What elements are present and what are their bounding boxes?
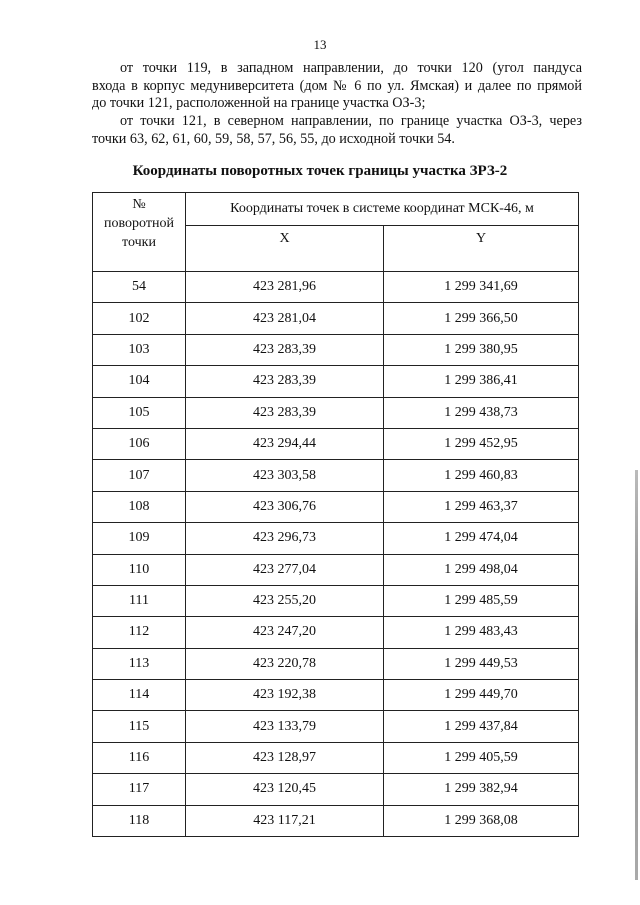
cell-x: 423 220,78 [186,648,384,679]
cell-y: 1 299 452,95 [384,428,579,459]
table-row [93,585,579,616]
cell-y: 1 299 463,37 [384,491,579,522]
table-row [93,334,579,365]
cell-point-number: 118 [93,805,186,836]
cell-point-number: 103 [93,334,186,365]
cell-y: 1 299 498,04 [384,554,579,585]
cell-y: 1 299 449,53 [384,648,579,679]
cell-y: 1 299 485,59 [384,585,579,616]
cell-x: 423 128,97 [186,742,384,773]
cell-y: 1 299 474,04 [384,523,579,554]
cell-point-number: 115 [93,711,186,742]
cell-y: 1 299 405,59 [384,742,579,773]
cell-y: 1 299 483,43 [384,617,579,648]
table-row [93,680,579,711]
paragraph-line: от точки 121, в северном направлении, по границе участка ОЗ-3, через [120,113,582,129]
table-row [93,742,579,773]
table-row [93,554,579,585]
table-row [93,460,579,491]
paragraph-route-119-121 [92,60,582,113]
table-row [93,617,579,648]
header-num-line: поворотной [104,216,174,231]
cell-x: 423 306,76 [186,491,384,522]
cell-x: 423 281,04 [186,303,384,334]
table-title: Координаты поворотных точек границы участка ЗРЗ-2 [132,163,508,179]
cell-x: 423 120,45 [186,774,384,805]
cell-y: 1 299 438,73 [384,397,579,428]
cell-x: 423 283,39 [186,366,384,397]
cell-point-number: 105 [93,397,186,428]
table-row [93,428,579,459]
cell-point-number: 54 [93,272,186,303]
table-row [93,303,579,334]
header-coordinates: Координаты точек в системе координат МСК-46, м [186,193,579,226]
paragraph-line: точки 63, 62, 61, 60, 59, 58, 57, 56, 55, до исходной точки 54. [92,130,455,147]
coordinates-table [92,192,579,837]
cell-point-number: 109 [93,523,186,554]
cell-x: 423 296,73 [186,523,384,554]
cell-point-number: 108 [93,491,186,522]
cell-point-number: 113 [93,648,186,679]
cell-point-number: 117 [93,774,186,805]
cell-x: 423 294,44 [186,428,384,459]
cell-x: 423 117,21 [186,805,384,836]
cell-point-number: 114 [93,680,186,711]
cell-x: 423 247,20 [186,617,384,648]
paragraph-line: входа в корпус медуниверситета (дом № 6 по ул. Ямская) и далее по прямой [92,77,582,94]
paragraph-line: от точки 119, в западном направлении, до точки 120 (угол пандуса [120,60,582,76]
cell-x: 423 255,20 [186,585,384,616]
cell-x: 423 133,79 [186,711,384,742]
cell-x: 423 283,39 [186,397,384,428]
cell-y: 1 299 382,94 [384,774,579,805]
cell-x: 423 281,96 [186,272,384,303]
table-row [93,366,579,397]
cell-point-number: 102 [93,303,186,334]
cell-y: 1 299 386,41 [384,366,579,397]
cell-y: 1 299 366,50 [384,303,579,334]
cell-x: 423 277,04 [186,554,384,585]
cell-point-number: 116 [93,742,186,773]
header-point-number [93,193,186,272]
cell-point-number: 110 [93,554,186,585]
paragraph-route-121-54 [92,113,582,148]
cell-y: 1 299 368,08 [384,805,579,836]
header-num-line: № [132,197,146,212]
table-body [93,272,579,837]
cell-x: 423 192,38 [186,680,384,711]
header-x: X [186,226,384,272]
scan-edge-shadow [635,470,638,880]
table-row [93,397,579,428]
table-row [93,272,579,303]
cell-point-number: 106 [93,428,186,459]
table-row [93,774,579,805]
page-number: 13 [313,37,327,52]
header-num-line: точки [122,235,156,250]
cell-x: 423 283,39 [186,334,384,365]
cell-x: 423 303,58 [186,460,384,491]
table-row [93,491,579,522]
table-row [93,805,579,836]
cell-point-number: 111 [93,585,186,616]
table-row [93,648,579,679]
cell-y: 1 299 449,70 [384,680,579,711]
cell-point-number: 107 [93,460,186,491]
cell-y: 1 299 341,69 [384,272,579,303]
table-row [93,711,579,742]
cell-point-number: 104 [93,366,186,397]
header-y: Y [384,226,579,272]
cell-point-number: 112 [93,617,186,648]
cell-y: 1 299 460,83 [384,460,579,491]
table-row [93,523,579,554]
cell-y: 1 299 380,95 [384,334,579,365]
paragraph-line: до точки 121, расположенной на границе участка ОЗ-3; [92,95,426,111]
cell-y: 1 299 437,84 [384,711,579,742]
